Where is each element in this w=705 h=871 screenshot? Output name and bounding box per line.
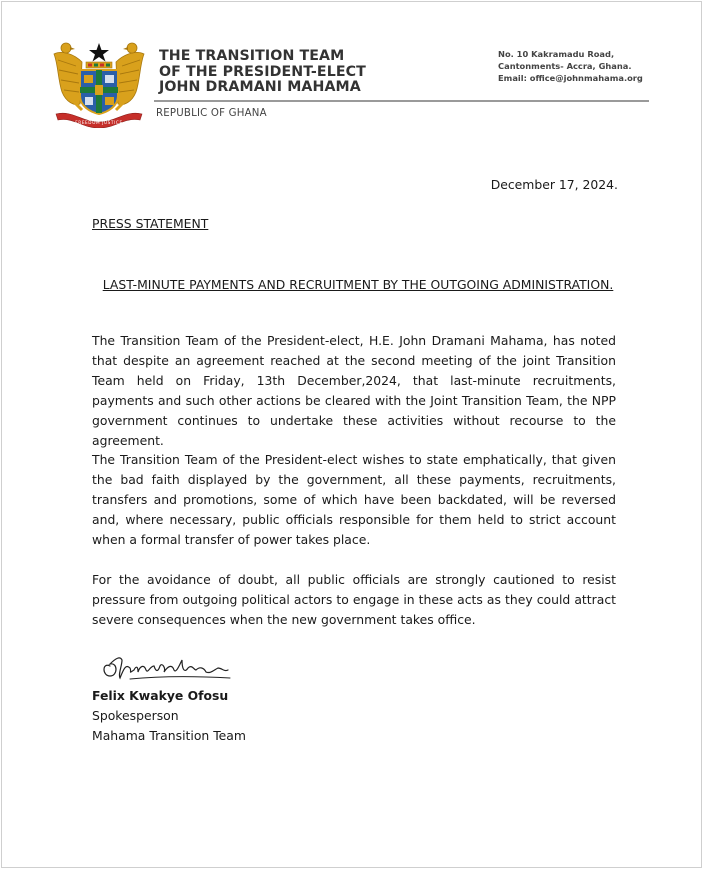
- organization-title-line: THE TRANSITION TEAM: [159, 48, 345, 64]
- svg-text:FREEDOM JUSTICE: FREEDOM JUSTICE: [75, 120, 123, 125]
- signatory-role: Spokesperson: [92, 708, 179, 723]
- country-label: REPUBLIC OF GHANA: [156, 108, 267, 119]
- statement-paragraph: For the avoidance of doubt, all public officials are strongly cautioned to resist pressure from outgoing political actors to engage in these acts as they could attract severe consequences when the new government takes office.: [92, 572, 616, 627]
- organization-title-line: OF THE PRESIDENT-ELECT: [159, 63, 366, 80]
- organization-title-line: JOHN DRAMANI MAHAMA: [159, 79, 361, 95]
- statement-headline: LAST-MINUTE PAYMENTS AND RECRUITMENT BY THE OUTGOING ADMINISTRATION.: [102, 277, 614, 292]
- address-email: Email: office@johnmahama.org: [498, 72, 643, 83]
- statement-paragraph: The Transition Team of the President-elect, H.E. John Dramani Mahama, has noted that despite an agreement reached at the second meeting of the joint Transition Team held on Friday, 13th December,2024, that last-minute recruitments, payments and such other actions be cleared with the Joint Transition Team, the NPP government continues to undertake these activities without recourse to the agreement.: [92, 333, 616, 448]
- ghana-coat-of-arms: [48, 40, 150, 128]
- handwritten-signature: [100, 652, 235, 684]
- organization-title: [159, 49, 409, 96]
- address-line: No. 10 Kakramadu Road,: [498, 49, 615, 59]
- document-page: [1, 1, 702, 868]
- statement-paragraph: The Transition Team of the President-elect wishes to state emphatically, that given the bad faith displayed by the government, all these payments, recruitments, transfers and promotions, some of which have been backdated, will be reversed and, where necessary, public officials responsible for them held to strict account when a formal transfer of power takes place.: [92, 452, 616, 547]
- letterhead-divider: [154, 100, 649, 102]
- statement-date: December 17, 2024.: [490, 177, 618, 192]
- office-address: [498, 49, 678, 84]
- statement-label: PRESS STATEMENT: [92, 216, 209, 231]
- address-line: Cantonments- Accra, Ghana.: [498, 60, 632, 71]
- signatory-name: Felix Kwakye Ofosu: [92, 688, 229, 703]
- signatory-organization: Mahama Transition Team: [92, 728, 246, 743]
